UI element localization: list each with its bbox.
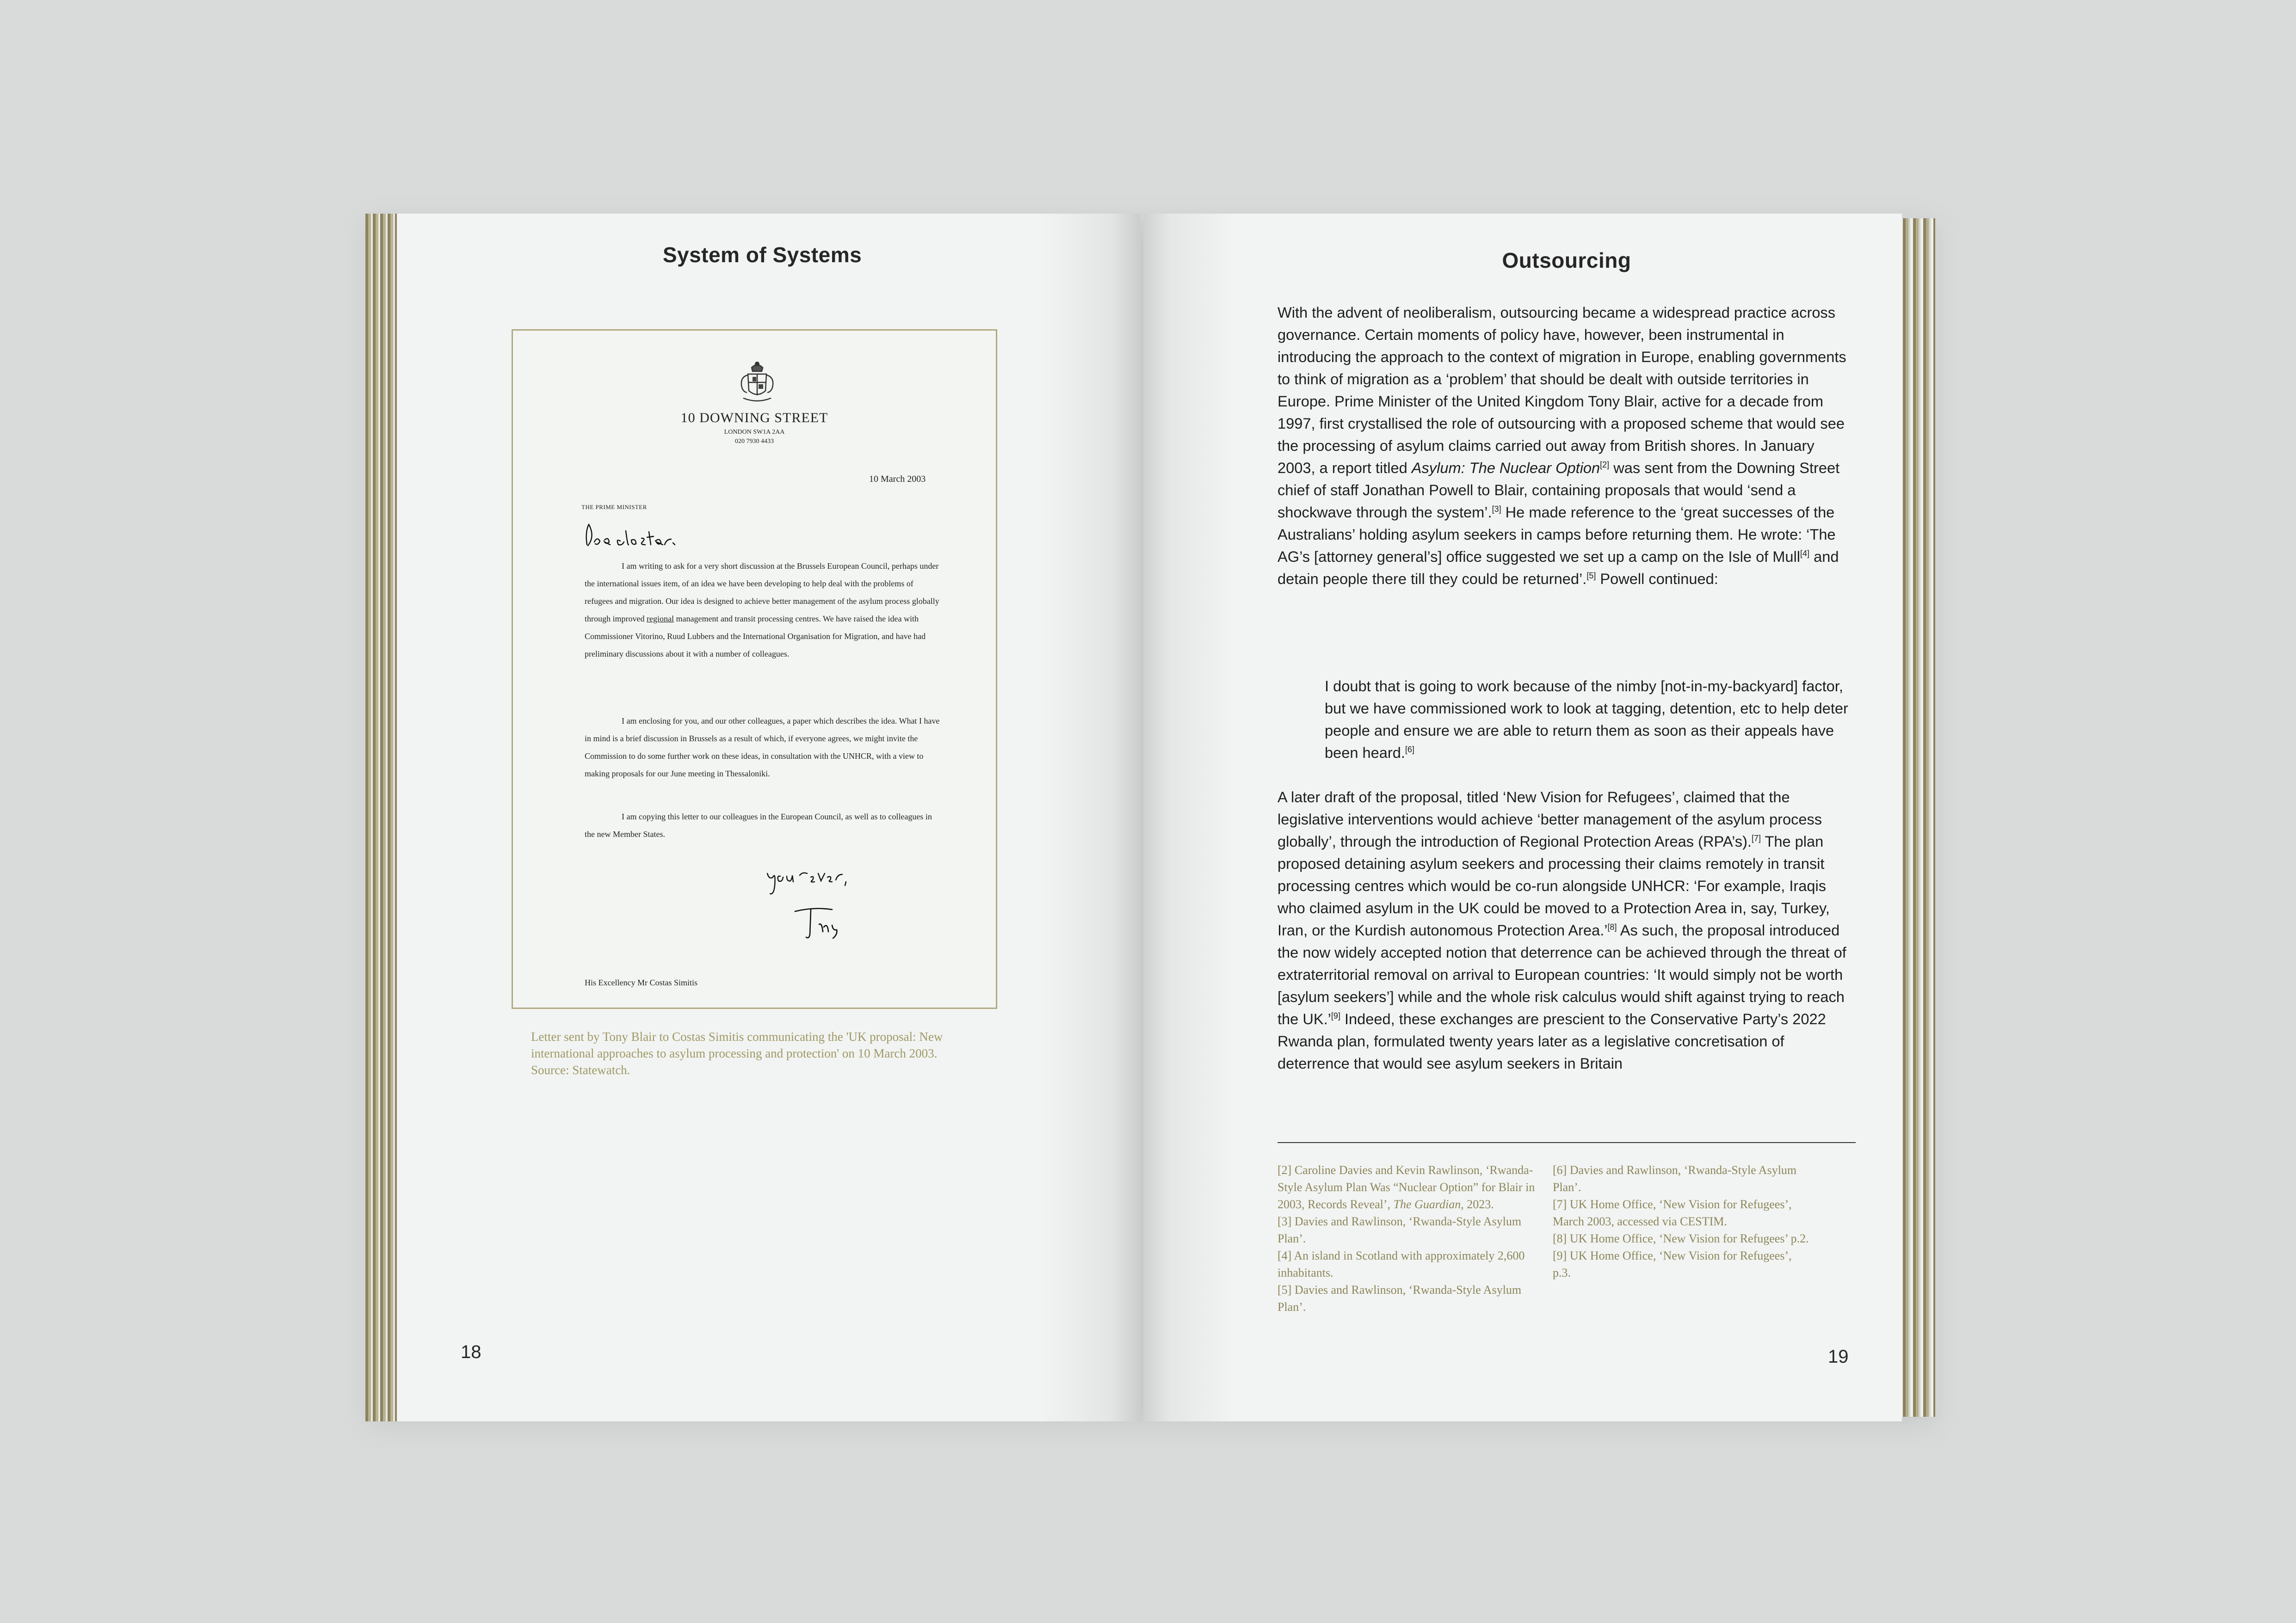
handwritten-signature — [763, 853, 874, 964]
footnote-3: [3] Davies and Rawlinson, ‘Rwanda-Style Asylum Plan’. — [1278, 1215, 1522, 1245]
body-paragraph-2: A later draft of the proposal, titled ‘New Vision for Refugees’, claimed that the legislative interventions would achieve ‘better management of the asylum process globally’, through the introduction of Regional Protection Areas (RPA’s).[7] The plan proposed detaining asylum seekers and processing their claims remotely in transit processing centres which would be co-run alongside UNHCR: ‘For example, Iraqis who claimed asylum in the UK could be moved to a Protection Area in, say, Turkey, Iran, or the Kurdish autonomous Protection Area.’[8] As such, the proposal introduced the now widely accepted notion that deterrence can be achieved through the threat of extraterritorial removal on arrival to European countries: ‘It would simply not be worth [asylum seekers’] while and the whole risk calculus would shift against trying to reach the UK.’[9] Indeed, these exchanges are prescient to the Conservative Party’s 2022 Rwanda plan, formulated twenty years later as a legislative concretisation of deterrence that would see asylum seekers in Britain — [1278, 788, 1846, 1072]
footnote-9: [9] UK Home Office, ‘New Vision for Refugees’, p.3. — [1553, 1249, 1792, 1279]
right-page-edges — [1900, 218, 1935, 1417]
royal-crest-icon — [734, 358, 780, 406]
body-paragraph-1: With the advent of neoliberalism, outsourcing became a widespread practice across governance. Certain moments of policy have, however, been instrumental in introducing the approach to the context of migration in Europe, enabling governments to think of migration as a ‘problem’ that should be dealt with outside territories in Europe. Prime Minister of the United Kingdom Tony Blair, active for a decade from 1997, first crystallised the role of outsourcing with a proposed scheme that would see the processing of asylum claims carried out away from British shores. In January 2003, a report titled Asylum: The Nuclear Option[2] was sent from the Downing Street chief of staff Jonathan Powell to Blair, containing proposals that would ‘send a shockwave through the system’.[3] He made reference to the ‘great successes of the Australians’ holding asylum seekers in camps before returning them. He wrote: ‘The AG’s [attorney general’s] office suggested we set up a camp on the Isle of Mull[4] and detain people there till they could be returned’.[5] Powell continued: — [1278, 304, 1846, 587]
letterhead-phone: 020 7930 4433 — [735, 438, 774, 445]
letter-date: 10 March 2003 — [869, 474, 926, 484]
letter-paragraph-1: I am writing to ask for a very short discussion at the Brussels European Council, perhaps under the international issues item, of an idea we have been developing to help deal with the problems of refugees and migration. Our idea is designed to achieve better management of the asylum process globally through improved regional management and transit processing centres. We have raised the idea with Commissioner Vitorino, Ruud Lubbers and the International Organisation for Migration, and have had preliminary discussions about it with a number of colleagues. — [585, 561, 939, 658]
right-page-number: 19 — [1828, 1346, 1849, 1367]
left-page-title: System of Systems — [662, 243, 862, 267]
footnotes-column-1 — [1278, 1162, 1550, 1316]
letter-paragraph-3: I am copying this letter to our colleagues in the European Council, as well as to colleagues in the new Member States. — [585, 812, 932, 839]
left-page-edges — [365, 214, 398, 1421]
footnote-4: [4] An island in Scotland with approximately 2,600 inhabitants. — [1278, 1249, 1525, 1279]
left-page — [397, 214, 1141, 1421]
left-page-number: 18 — [461, 1342, 481, 1362]
letter-recipient: His Excellency Mr Costas Simitis — [585, 978, 697, 987]
handwritten-salutation — [581, 518, 692, 555]
footnote-7: [7] UK Home Office, ‘New Vision for Refugees’, March 2003, accessed via CESTIM. — [1553, 1198, 1792, 1228]
footnote-2: [2] Caroline Davies and Kevin Rawlinson, ‘Rwanda-Style Asylum Plan Was “Nuclear Option” for Blair in 2003, Records Reveal’, The Guardian, 2023. — [1278, 1163, 1535, 1211]
footnote-8: [8] UK Home Office, ‘New Vision for Refugees’ p.2. — [1553, 1232, 1809, 1245]
footnote-5: [5] Davies and Rawlinson, ‘Rwanda-Style Asylum Plan’. — [1278, 1283, 1522, 1314]
right-gutter-shadow — [1143, 214, 1236, 1421]
letter-image — [512, 329, 997, 1009]
footnote-6: [6] Davies and Rawlinson, ‘Rwanda-Style Asylum Plan’. — [1553, 1163, 1797, 1194]
footnotes-column-2 — [1553, 1162, 1812, 1281]
letter-paragraph-2: I am enclosing for you, and our other colleagues, a paper which describes the idea. What I have in mind is a brief discussion in Brussels as a result of which, if everyone agrees, we might invite the Commission to do some further work on these ideas, in consultation with the UNHCR, with a view to making proposals for our June meeting in Thessaloniki. — [585, 716, 940, 778]
letterhead-city: LONDON SW1A 2AA — [724, 429, 785, 436]
left-gutter-shadow — [1039, 214, 1141, 1421]
letter-caption: Letter sent by Tony Blair to Costas Simitis communicating the 'UK proposal: New international approaches to asylum processing and protection' on 10 March 2003. Source: Statewatch. — [531, 1030, 943, 1077]
block-quote: I doubt that is going to work because of the nimby [not-in-my-backyard] factor, but we have commissioned work to look at tagging, detention, etc to help deter people and ensure we are able to return them as soon as their appeals have been heard.[6] — [1325, 677, 1848, 761]
footnote-divider — [1278, 1142, 1856, 1143]
letterhead-address: 10 DOWNING STREET — [680, 410, 828, 425]
right-page — [1143, 214, 1902, 1421]
right-page-title: Outsourcing — [1502, 248, 1631, 272]
letter-sender: THE PRIME MINISTER — [581, 504, 647, 510]
